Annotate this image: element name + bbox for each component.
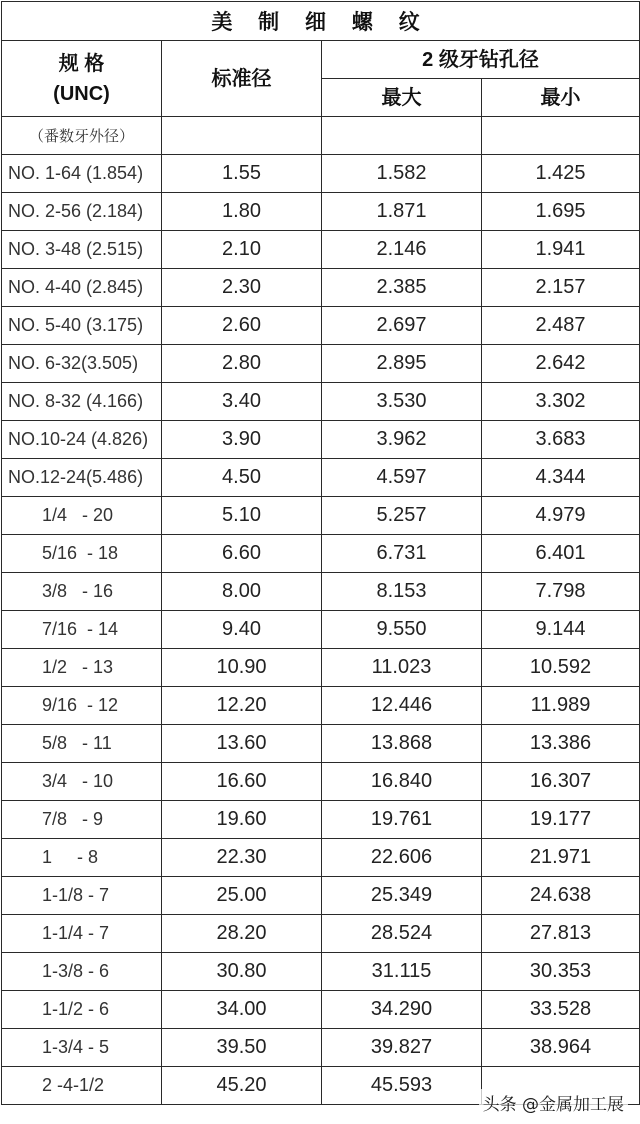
- spec-cell: NO.10-24 (4.826): [2, 421, 162, 459]
- max-drill-cell: 19.761: [322, 801, 482, 839]
- min-drill-cell: 10.592: [482, 649, 640, 687]
- min-column-header: 最小: [482, 79, 640, 117]
- max-drill-cell: 2.146: [322, 231, 482, 269]
- min-drill-cell: 2.487: [482, 307, 640, 345]
- standard-diameter-cell: 2.60: [162, 307, 322, 345]
- min-drill-cell: 13.386: [482, 725, 640, 763]
- table-title-row: [2, 2, 640, 41]
- standard-diameter-cell: 12.20: [162, 687, 322, 725]
- min-drill-cell: 33.528: [482, 991, 640, 1029]
- max-drill-cell: 31.115: [322, 953, 482, 991]
- min-drill-cell: 4.344: [482, 459, 640, 497]
- standard-diameter-cell: 3.40: [162, 383, 322, 421]
- min-drill-cell: 16.307: [482, 763, 640, 801]
- standard-diameter-cell: 19.60: [162, 801, 322, 839]
- min-drill-cell: 1.695: [482, 193, 640, 231]
- spec-column-header: [2, 41, 162, 117]
- table-row: [2, 231, 640, 269]
- max-drill-cell: 12.446: [322, 687, 482, 725]
- spec-cell: NO. 2-56 (2.184): [2, 193, 162, 231]
- min-drill-cell: 2.157: [482, 269, 640, 307]
- spec-cell: NO. 5-40 (3.175): [2, 307, 162, 345]
- min-drill-cell: 21.971: [482, 839, 640, 877]
- spec-subheader: （番数牙外径）: [2, 117, 162, 155]
- min-drill-cell: 1.941: [482, 231, 640, 269]
- spec-cell: NO. 6-32(3.505): [2, 345, 162, 383]
- table-row: [2, 953, 640, 991]
- table-row: [2, 649, 640, 687]
- max-drill-cell: 22.606: [322, 839, 482, 877]
- table-row: [2, 193, 640, 231]
- table-row: [2, 991, 640, 1029]
- spec-cell: 1-3/4 - 5: [2, 1029, 162, 1067]
- min-drill-cell: 11.989: [482, 687, 640, 725]
- max-drill-cell: 34.290: [322, 991, 482, 1029]
- max-drill-cell: 45.593: [322, 1067, 482, 1105]
- drill-group-header: 2 级牙钻孔径: [322, 41, 640, 79]
- max-drill-cell: 1.582: [322, 155, 482, 193]
- min-drill-cell: 30.353: [482, 953, 640, 991]
- standard-diameter-cell: 16.60: [162, 763, 322, 801]
- table-row: [2, 383, 640, 421]
- spec-header-line1: 规 格: [58, 52, 105, 75]
- standard-diameter-cell: 8.00: [162, 573, 322, 611]
- watermark: 头条 @金属加工展: [479, 1089, 628, 1116]
- spec-cell: 3/8 - 16: [2, 573, 162, 611]
- standard-diameter-cell: 6.60: [162, 535, 322, 573]
- max-drill-cell: 3.530: [322, 383, 482, 421]
- min-drill-cell: 9.144: [482, 611, 640, 649]
- spec-cell: 3/4 - 10: [2, 763, 162, 801]
- spec-cell: 1/2 - 13: [2, 649, 162, 687]
- standard-diameter-cell: 3.90: [162, 421, 322, 459]
- max-drill-cell: 2.385: [322, 269, 482, 307]
- empty-cell: [482, 117, 640, 155]
- table-row: [2, 345, 640, 383]
- table-row: [2, 801, 640, 839]
- max-drill-cell: 28.524: [322, 915, 482, 953]
- max-drill-cell: 4.597: [322, 459, 482, 497]
- spec-cell: 1-1/8 - 7: [2, 877, 162, 915]
- table-row: [2, 307, 640, 345]
- min-drill-cell: 4.979: [482, 497, 640, 535]
- table-row: [2, 763, 640, 801]
- max-drill-cell: 8.153: [322, 573, 482, 611]
- spec-cell: NO. 8-32 (4.166): [2, 383, 162, 421]
- max-drill-cell: 1.871: [322, 193, 482, 231]
- max-drill-cell: 13.868: [322, 725, 482, 763]
- min-drill-cell: 38.964: [482, 1029, 640, 1067]
- spec-cell: 7/8 - 9: [2, 801, 162, 839]
- table-row: [2, 877, 640, 915]
- min-drill-cell: 1.425: [482, 155, 640, 193]
- min-drill-cell: 2.642: [482, 345, 640, 383]
- table-row: [2, 1029, 640, 1067]
- table-row: [2, 725, 640, 763]
- spec-cell: 1 - 8: [2, 839, 162, 877]
- table-row: [2, 155, 640, 193]
- standard-diameter-cell: 2.80: [162, 345, 322, 383]
- header-row-3: [2, 117, 640, 155]
- max-drill-cell: 3.962: [322, 421, 482, 459]
- table-row: [2, 535, 640, 573]
- standard-diameter-cell: 5.10: [162, 497, 322, 535]
- min-drill-cell: 6.401: [482, 535, 640, 573]
- max-drill-cell: 2.895: [322, 345, 482, 383]
- standard-diameter-cell: 1.55: [162, 155, 322, 193]
- standard-diameter-cell: 2.10: [162, 231, 322, 269]
- standard-diameter-cell: 45.20: [162, 1067, 322, 1105]
- min-drill-cell: 27.813: [482, 915, 640, 953]
- spec-cell: NO.12-24(5.486): [2, 459, 162, 497]
- table-row: [2, 573, 640, 611]
- min-drill-cell: 3.302: [482, 383, 640, 421]
- max-drill-cell: 2.697: [322, 307, 482, 345]
- spec-cell: 1-3/8 - 6: [2, 953, 162, 991]
- table-row: [2, 611, 640, 649]
- standard-column-header: 标准径: [162, 41, 322, 117]
- standard-diameter-cell: 30.80: [162, 953, 322, 991]
- max-drill-cell: 16.840: [322, 763, 482, 801]
- min-drill-cell: 7.798: [482, 573, 640, 611]
- table-row: [2, 421, 640, 459]
- standard-diameter-cell: 28.20: [162, 915, 322, 953]
- spec-header-line2: (UNC): [53, 82, 110, 105]
- min-drill-cell: 19.177: [482, 801, 640, 839]
- standard-diameter-cell: 10.90: [162, 649, 322, 687]
- standard-diameter-cell: 2.30: [162, 269, 322, 307]
- standard-diameter-cell: 13.60: [162, 725, 322, 763]
- standard-diameter-cell: 4.50: [162, 459, 322, 497]
- standard-diameter-cell: 22.30: [162, 839, 322, 877]
- spec-cell: 9/16 - 12: [2, 687, 162, 725]
- standard-diameter-cell: 39.50: [162, 1029, 322, 1067]
- empty-cell: [162, 117, 322, 155]
- unc-thread-table: [1, 1, 640, 1105]
- standard-diameter-cell: 1.80: [162, 193, 322, 231]
- standard-diameter-cell: 25.00: [162, 877, 322, 915]
- table-row: [2, 497, 640, 535]
- spec-cell: 2 -4-1/2: [2, 1067, 162, 1105]
- max-drill-cell: 6.731: [322, 535, 482, 573]
- table-row: [2, 687, 640, 725]
- standard-diameter-cell: 9.40: [162, 611, 322, 649]
- standard-diameter-cell: 34.00: [162, 991, 322, 1029]
- table-row: [2, 839, 640, 877]
- spec-cell: 5/16 - 18: [2, 535, 162, 573]
- spec-cell: 1-1/2 - 6: [2, 991, 162, 1029]
- max-drill-cell: 25.349: [322, 877, 482, 915]
- min-drill-cell: 3.683: [482, 421, 640, 459]
- max-drill-cell: 9.550: [322, 611, 482, 649]
- header-row-1: [2, 41, 640, 79]
- spec-cell: NO. 1-64 (1.854): [2, 155, 162, 193]
- min-drill-cell: 24.638: [482, 877, 640, 915]
- spec-cell: 7/16 - 14: [2, 611, 162, 649]
- max-drill-cell: 39.827: [322, 1029, 482, 1067]
- empty-cell: [322, 117, 482, 155]
- max-column-header: 最大: [322, 79, 482, 117]
- spec-cell: NO. 4-40 (2.845): [2, 269, 162, 307]
- table-row: [2, 915, 640, 953]
- max-drill-cell: 11.023: [322, 649, 482, 687]
- spec-cell: 1/4 - 20: [2, 497, 162, 535]
- spec-cell: NO. 3-48 (2.515): [2, 231, 162, 269]
- table-title: 美 制 细 螺 纹: [2, 2, 640, 41]
- table-row: [2, 269, 640, 307]
- max-drill-cell: 5.257: [322, 497, 482, 535]
- table-row: [2, 459, 640, 497]
- spec-cell: 1-1/4 - 7: [2, 915, 162, 953]
- spec-cell: 5/8 - 11: [2, 725, 162, 763]
